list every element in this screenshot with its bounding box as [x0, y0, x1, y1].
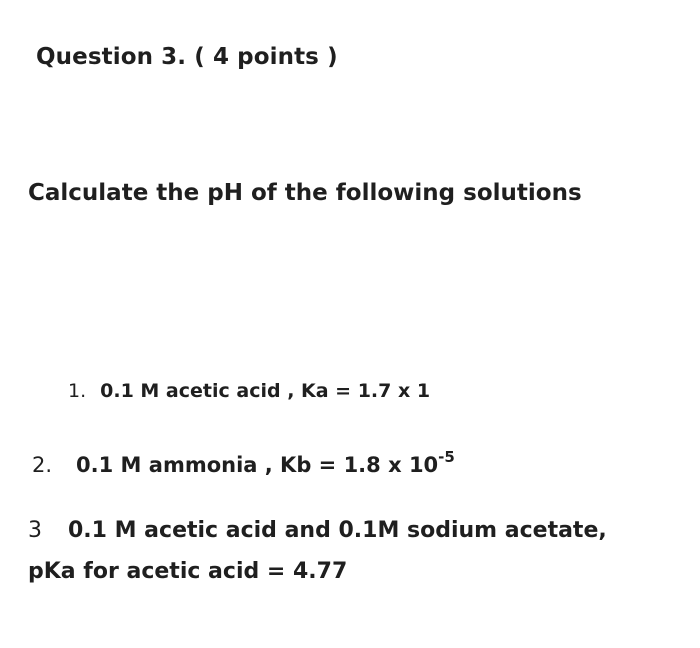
list-item	[68, 380, 430, 402]
list-item	[28, 518, 607, 543]
item-text: 0.1 M ammonia , Kb = 1.8 x 10	[76, 453, 439, 477]
item-continuation: pKa for acetic acid = 4.77	[28, 559, 348, 584]
item-number: 2.	[32, 453, 53, 477]
question-title: Question 3. ( 4 points )	[36, 44, 338, 70]
item-number: 1.	[68, 380, 87, 402]
item-text: 0.1 M acetic acid , Ka = 1.7 x 1	[100, 380, 431, 402]
item-text: 0.1 M acetic acid and 0.1M sodium acetate,	[68, 518, 607, 543]
instructions-text: Calculate the pH of the following solutions	[28, 180, 582, 206]
item-exponent: -5	[438, 448, 455, 466]
list-item	[32, 450, 455, 477]
item-number: 3	[28, 518, 42, 543]
